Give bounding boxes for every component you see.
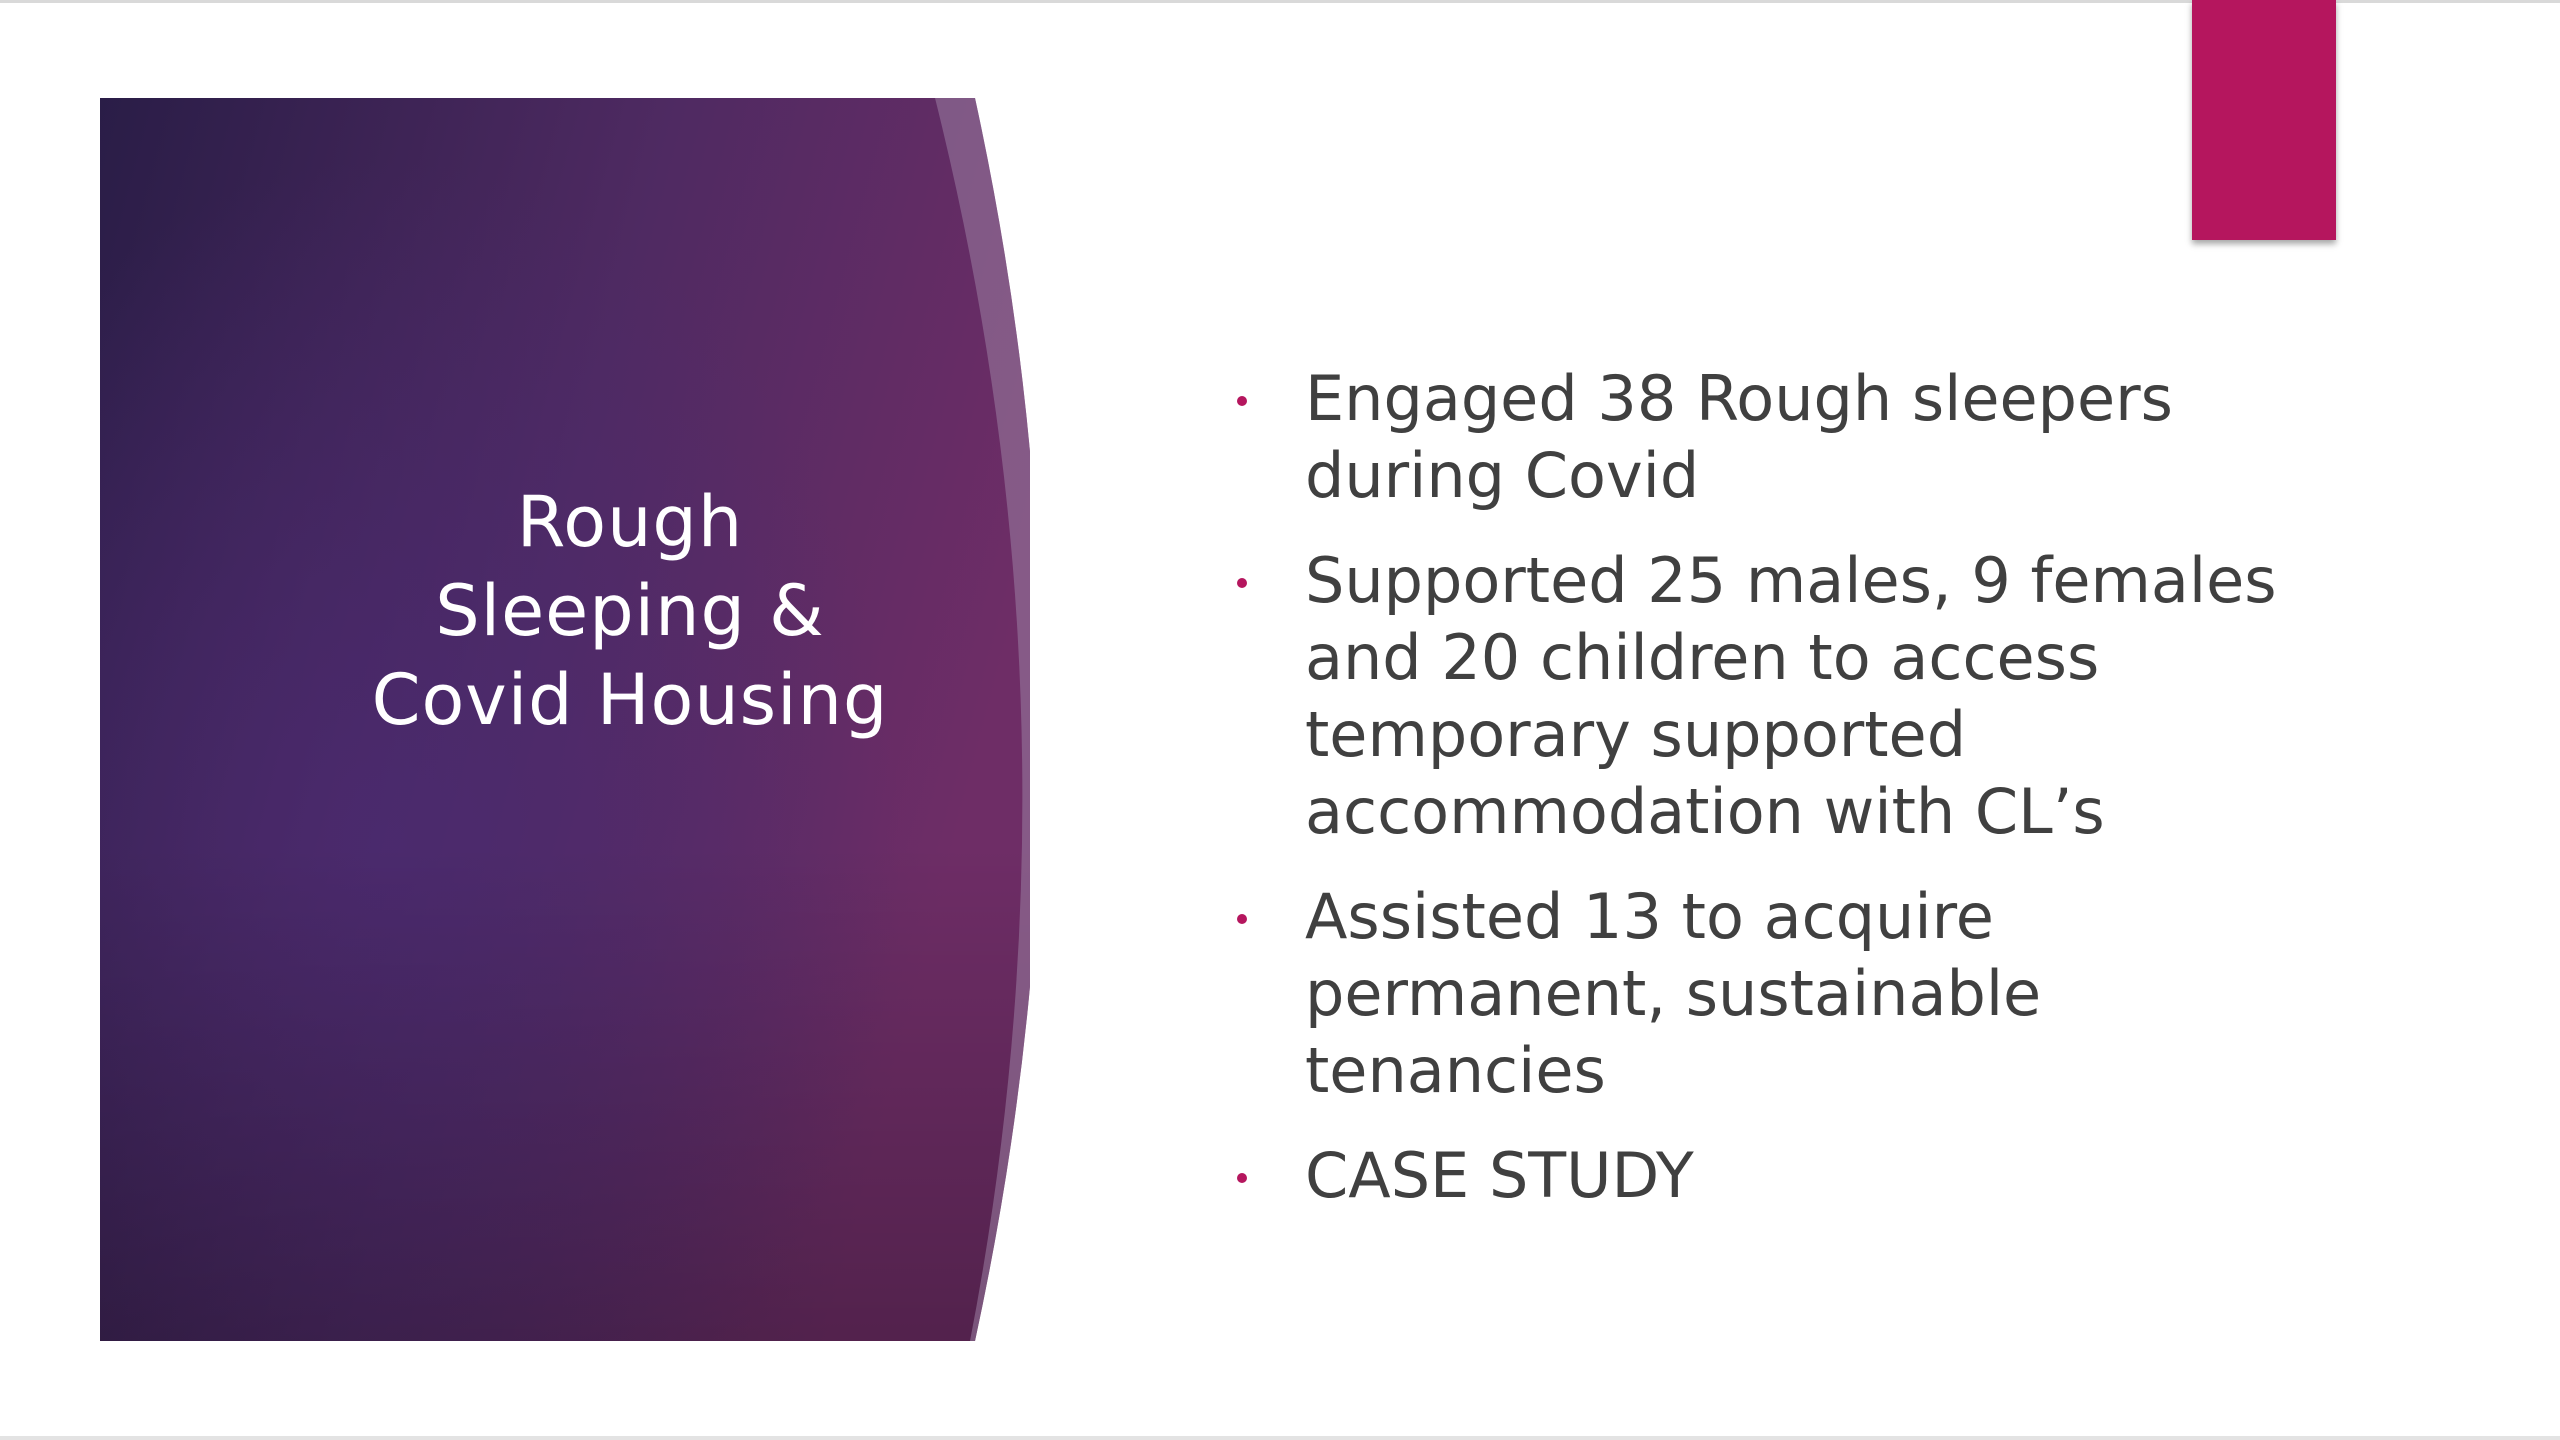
title-line-2: Sleeping & — [435, 570, 825, 652]
bullet-text: Engaged 38 Rough sleepers during Covid — [1305, 362, 2173, 512]
slide-title — [230, 478, 1030, 745]
bullet-text: CASE STUDY — [1305, 1139, 1694, 1212]
accent-tab — [2192, 0, 2336, 240]
bullet-item — [1225, 360, 2335, 514]
bullet-dot-icon — [1237, 396, 1247, 406]
bullet-dot-icon — [1237, 914, 1247, 924]
bullet-dot-icon — [1237, 1173, 1247, 1183]
bullet-dot-icon — [1237, 578, 1247, 588]
bullet-list — [1225, 360, 2335, 1242]
title-line-1: Rough — [516, 481, 744, 563]
bullet-text: Supported 25 males, 9 females and 20 children to access temporary supported accommodation with CL’s — [1305, 544, 2277, 848]
bottom-border — [0, 1436, 2560, 1440]
bullet-text: Assisted 13 to acquire permanent, sustainable tenancies — [1305, 880, 2042, 1107]
title-line-3: Covid Housing — [371, 659, 889, 741]
bullet-item — [1225, 878, 2335, 1109]
top-border — [0, 0, 2560, 3]
bullet-item — [1225, 542, 2335, 850]
title-panel — [100, 98, 1030, 1341]
bullet-item — [1225, 1137, 2335, 1214]
